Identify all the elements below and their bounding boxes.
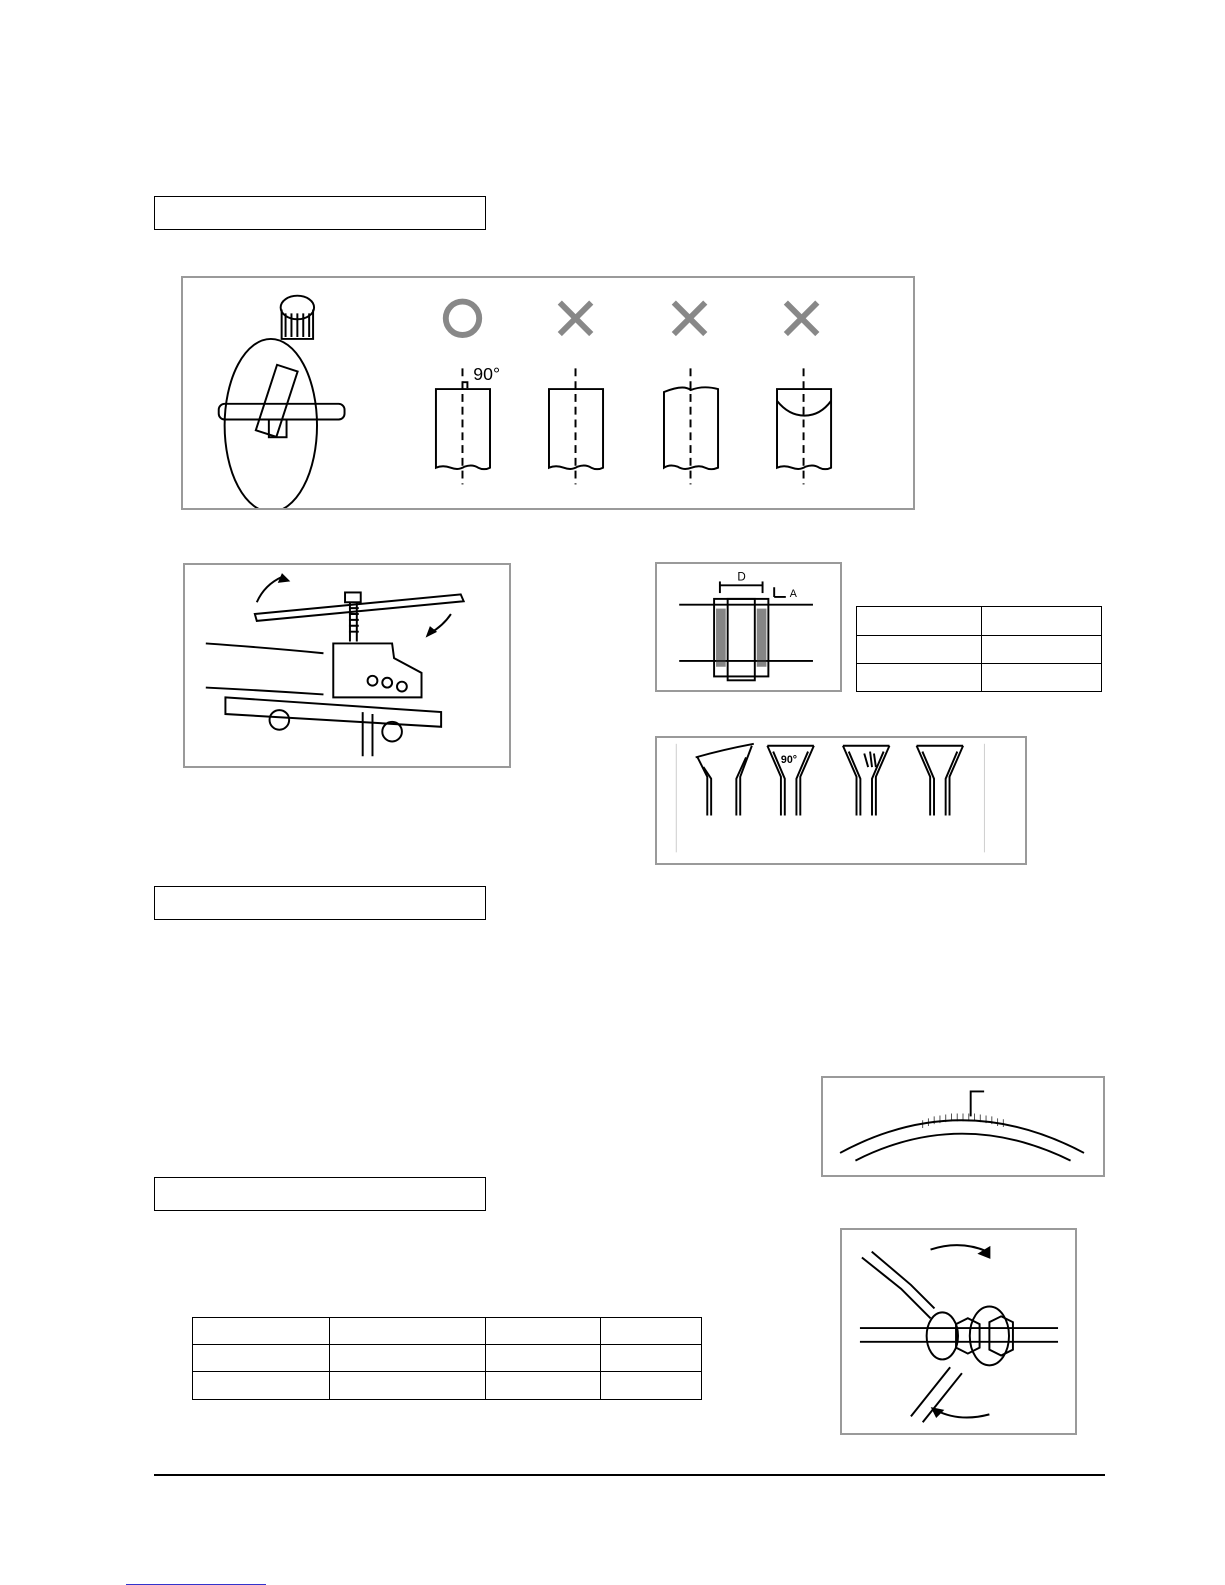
table-cell xyxy=(330,1345,486,1372)
angle-label: 90° xyxy=(473,364,501,385)
wrong-mark-icon xyxy=(674,303,705,334)
wrong-mark-icon xyxy=(786,303,817,334)
flare-shape-uneven xyxy=(696,744,754,816)
flare-dimension-table xyxy=(856,606,1102,692)
table-cell xyxy=(857,607,982,636)
footer-rule xyxy=(154,1474,1105,1476)
flare-shape-figure xyxy=(655,736,1027,865)
wrench-connection-figure xyxy=(840,1228,1077,1435)
flare-shape-thin xyxy=(917,746,964,816)
table-cell xyxy=(601,1345,702,1372)
rotation-arrow-ellipse xyxy=(225,339,317,508)
flare-angle-label: 90° xyxy=(780,754,798,767)
section-header-1 xyxy=(154,196,486,230)
table-cell xyxy=(486,1345,601,1372)
table-cell xyxy=(193,1318,330,1345)
flaring-tool-figure xyxy=(183,563,511,768)
section-header-3 xyxy=(154,1177,486,1211)
table-cell xyxy=(601,1318,702,1345)
flare-dimension-figure xyxy=(655,562,842,692)
pipe-cut-angled xyxy=(549,368,603,484)
wrong-mark-icon xyxy=(560,303,591,334)
pipe-cut-correct xyxy=(436,368,490,484)
table-cell xyxy=(857,636,982,664)
table-row xyxy=(193,1372,702,1400)
table-cell xyxy=(982,636,1102,664)
flare-shape-cracked xyxy=(843,746,890,816)
pipe-bend-figure xyxy=(821,1076,1105,1177)
table-cell xyxy=(486,1318,601,1345)
flare-dimension-drawing xyxy=(657,564,840,690)
wrench-connection-drawing xyxy=(842,1230,1075,1433)
section-header-2 xyxy=(154,886,486,920)
table-cell xyxy=(982,664,1102,692)
torque-table xyxy=(192,1317,702,1400)
pipe-cut-deformed xyxy=(777,368,831,484)
flaring-tool-drawing xyxy=(185,565,509,766)
table-cell xyxy=(193,1345,330,1372)
pipe-cutting-figure xyxy=(181,276,915,510)
table-cell xyxy=(330,1318,486,1345)
table-row xyxy=(193,1345,702,1372)
table-row xyxy=(857,607,1102,636)
table-cell xyxy=(486,1372,601,1400)
table-cell xyxy=(601,1372,702,1400)
table-row xyxy=(857,636,1102,664)
flare-shape-drawing xyxy=(657,738,1025,863)
table-cell xyxy=(330,1372,486,1400)
correct-mark-icon xyxy=(446,302,479,335)
table-cell xyxy=(857,664,982,692)
pipe-cut-burr xyxy=(664,368,718,484)
table-row xyxy=(193,1318,702,1345)
dimension-a-label: A xyxy=(789,587,797,600)
table-cell xyxy=(982,607,1102,636)
pipe-cutting-drawing xyxy=(183,278,913,508)
pipe-bend-drawing xyxy=(823,1078,1103,1175)
table-cell xyxy=(193,1372,330,1400)
dimension-d-label: D xyxy=(737,570,746,584)
table-row xyxy=(857,664,1102,692)
